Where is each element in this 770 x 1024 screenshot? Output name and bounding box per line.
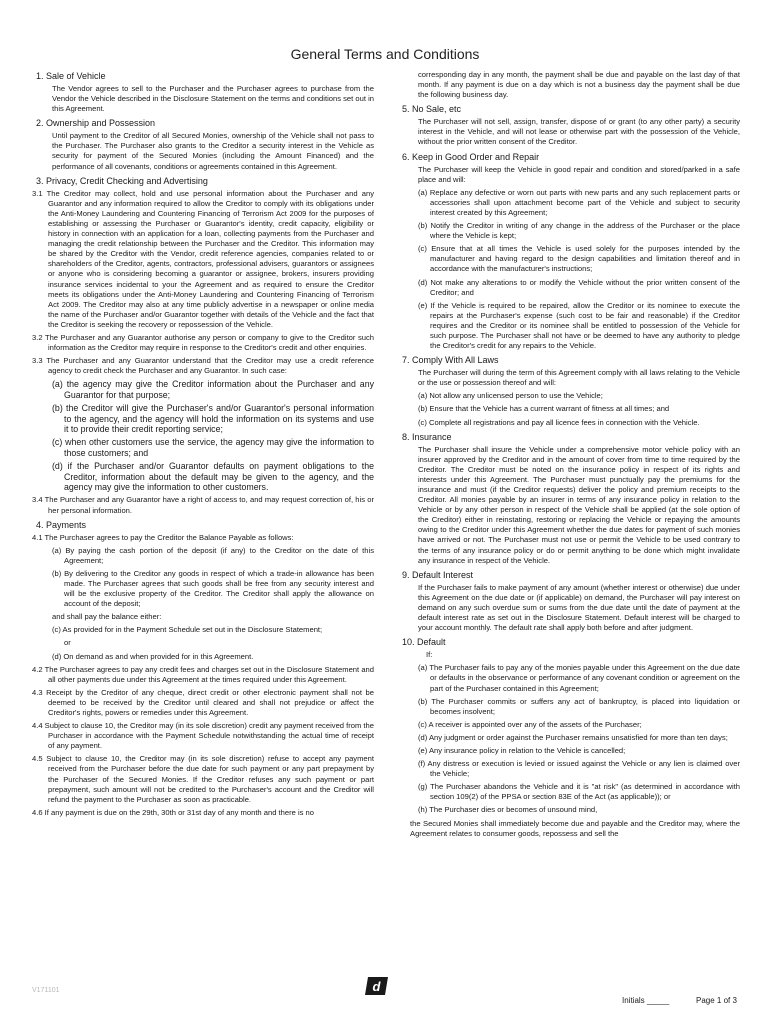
version-code: V171101 bbox=[32, 987, 60, 994]
section-heading: 6. Keep in Good Order and Repair bbox=[402, 151, 540, 162]
section-heading: 10. Default bbox=[402, 637, 446, 648]
paragraph: If the Purchaser fails to make payment of any amount (whether interest or otherwise) due under this Agreement on the due date or (if applicable) on demand, the Purchaser will pay interest on demand on any such overdue sum or sums from the due date until the date of payment at the default interest rate as set out in the Disclosure Statement. Default interest will be charged to your account monthly. The default rate shall apply both before and after judgment. bbox=[418, 582, 740, 633]
paragraph: the Secured Monies shall immediately become due and payable and the Creditor may, where the Agreement relates to consumer goods, repossess and sell the bbox=[410, 818, 740, 838]
left-column bbox=[32, 68, 374, 821]
clause-item: (c) As provided for in the Payment Schedule set out in the Disclosure Statement; bbox=[52, 625, 323, 635]
page-title: General Terms and Conditions bbox=[290, 46, 480, 62]
section-heading: 3. Privacy, Credit Checking and Advertising bbox=[36, 175, 208, 186]
clause-item: (b) Ensure that the Vehicle has a current warrant of fitness at all times; and bbox=[418, 404, 670, 414]
paragraph: The Purchaser will not sell, assign, transfer, dispose of or grant (to any other party) a security interest in the Vehicle, and will not lease or otherwise part with the possession of the Vehicle, without the prior written consent of the Creditor. bbox=[418, 117, 740, 147]
clause-item: (d) On demand as and when provided for in this Agreement. bbox=[52, 651, 254, 661]
clause-item: (c) A receiver is appointed over any of the assets of the Purchaser; bbox=[418, 719, 642, 729]
section-heading: 9. Default Interest bbox=[402, 569, 474, 580]
section-heading: 4. Payments bbox=[36, 519, 87, 530]
clause-item: (f) Any distress or execution is levied or issued against the Vehicle or any lien is claimed over the Vehicle; bbox=[418, 759, 740, 779]
section-heading: 8. Insurance bbox=[402, 431, 452, 442]
clause-item: (a) The Purchaser fails to pay any of the monies payable under this Agreement on the due date or defaults in the observance or performance of any covenant condition or agreement on the part of the Purchaser contained in this Agreement; bbox=[418, 663, 740, 693]
clause-text: and shall pay the balance either: bbox=[52, 612, 162, 622]
clause: 4.1 The Purchaser agrees to pay the Creditor the Balance Payable as follows: bbox=[32, 532, 294, 542]
clause-item: (d) Any judgment or order against the Purchaser remains unsatisfied for more than ten days; bbox=[418, 732, 728, 742]
initials-field: Initials _____ bbox=[622, 996, 670, 1005]
clause: 4.6 If any payment is due on the 29th, 30th or 31st day of any month and there is no bbox=[32, 807, 314, 817]
paragraph: The Purchaser will during the term of this Agreement comply with all laws relating to the Vehicle or the use or possession thereof and will: bbox=[418, 368, 740, 388]
right-column bbox=[398, 70, 740, 842]
clause: 3.1 The Creditor may collect, hold and use personal information about the Purchaser and any Guarantor and any information required to allow the Creditor to comply with its obligations under the Anti-Money Laundering and Countering Financing of Terrorism Act 2009 for the purposes of establishing or assessing the Purchaser or Guarantor's identity, credit capacity, eligibility or history in connection with an application for a loan, collecting payments from the Purchaser and managing the credit relationship between the Purchaser and the Creditor. This information may be shared by the Creditor with the Vendor, credit reference agencies, companies related to or shareholders of the Creditor, agents, contractors, professional advisers, guarantors or assignees or anyone who is considering becoming a guarantor or assignee, brokers, insurers providing insurance services incidental to your the Agreement and as required to ensure the Creditor meets its obligations under the Anti-Money Laundering and Countering Financing of Terrorism Act 2009. The Creditor may also at any time publicly advertise in a newspaper or online media the name of the Purchaser and/or Guarantor together with details of the Vehicle and the fact that the Creditor is seeking the recovery or repossession of the Vehicle. bbox=[32, 188, 374, 329]
paragraph: The Purchaser will keep the Vehicle in good repair and condition and stored/parked in a safe place and will: bbox=[418, 164, 740, 184]
clause: 4.5 Subject to clause 10, the Creditor may (in its sole discretion) refuse to accept any payment received from the Purchaser before the due date for such payment or any part prepayment by the Purchaser of the Secured Monies. If the Creditor refuses any such payment or part prepayment, such amount will not be credited to the Purchaser's account and the Creditor will refund the payment to the Purchaser as soon as practicable. bbox=[32, 754, 374, 804]
clause-item: (b) The Purchaser commits or suffers any act of bankruptcy, is placed into liquidation or becomes insolvent; bbox=[418, 696, 740, 716]
clause-text: or bbox=[64, 638, 71, 648]
clause-item: (g) The Purchaser abandons the Vehicle and it is "at risk" (as determined in accordance with section 109(2) of the PPSA or section 83E of the Act (as applicable)); or bbox=[418, 782, 740, 802]
clause-item: (a) the agency may give the Creditor information about the Purchaser and any Guarantor for that purpose; bbox=[52, 379, 374, 400]
clause-item: (e) If the Vehicle is required to be repaired, allow the Creditor or its nominee to execute the repairs at the Purchaser's expense (such cost to be fair and reasonable) if the Creditor requires and the Creditor or its nominee shall be entitled to possession of the Vehicle for such purpose. The Purchaser shall not have or be deemed to have any authority to pledge the Creditor's credit for any repairs to the Vehicle. bbox=[418, 300, 740, 351]
paragraph: corresponding day in any month, the payment shall be due and payable on the last day of that month. If any payment is due on a day which is not a business day the payment shall be due the following business day. bbox=[418, 70, 740, 100]
clause: 3.3 The Purchaser and any Guarantor understand that the Creditor may use a credit reference agency to credit check the Purchaser and any Guarantor. In such case: bbox=[32, 356, 374, 376]
clause-item: (e) Any insurance policy in relation to the Vehicle is cancelled; bbox=[418, 745, 626, 755]
clause-item: (b) the Creditor will give the Purchaser's and/or Guarantor's personal information to the agency, and the agency will hold the information on its systems and use it to provide their credit reporting service; bbox=[52, 403, 374, 434]
clause-item: (a) By paying the cash portion of the deposit (if any) to the Creditor on the date of this Agreement; bbox=[52, 545, 374, 565]
clause: 3.2 The Purchaser and any Guarantor authorise any person or company to give to the Creditor such information as the Creditor may require in response to the Creditor's credit and other enquiries. bbox=[32, 332, 374, 353]
section-heading: 7. Comply With All Laws bbox=[402, 355, 499, 366]
section-heading: 1. Sale of Vehicle bbox=[36, 71, 106, 81]
clause-item: (c) Ensure that at all times the Vehicle is used solely for the purposes intended by the manufacturer and having regard to the design capabilities and limitation thereof and in accordance with the manufacturer's instructions; bbox=[418, 244, 740, 274]
section-heading: 2. Ownership and Possession bbox=[36, 118, 156, 129]
clause-item: (c) when other customers use the service, the agency may give the information to those customers; and bbox=[52, 437, 374, 458]
clause-text: If: bbox=[426, 650, 433, 660]
paragraph: The Purchaser shall insure the Vehicle under a comprehensive motor vehicle policy with an insurer approved by the Creditor and in the amount of cover from time to time required by the Creditor. The Creditor must be noted on the insurance policy in respect of its rights and interests under this Agreement. The Purchaser must punctually pay the premiums for the insurance and must (if the Creditor requests) deliver the policy and premium receipts to the Creditor. All monies payable by an insurer in terms of any insurance policy in relation to the Vehicle or by any other person in respect of the Vehicle shall be applied (at the sole option of the Creditor) either in reinstating, restoring or replacing the Vehicle or repaying the amounts owing to the Creditor under this Agreement whether the due dates for payment of such monies have arrived or not. The Purchaser must not use or permit the Vehicle to be used contrary to the terms of any insurance policy or do or permit anything to be done which might invalidate any insurance in respect of the Vehicle. bbox=[418, 444, 740, 565]
clause: 4.4 Subject to clause 10, the Creditor may (in its sole discretion) credit any payment received from the Purchaser in accordance with the Payment Schedule notwithstanding the actual time of receipt of any payment. bbox=[32, 721, 374, 751]
clause-item: (b) Notify the Creditor in writing of any change in the address of the Purchaser or the place where the Vehicle is kept; bbox=[418, 221, 740, 241]
clause-item: (a) Not allow any unlicensed person to use the Vehicle; bbox=[418, 391, 603, 401]
section-heading: 5. No Sale, etc bbox=[402, 104, 462, 115]
clause-item: (c) Complete all registrations and pay all licence fees in connection with the Vehicle. bbox=[418, 417, 700, 427]
clause-item: (d) if the Purchaser and/or Guarantor defaults on payment obligations to the Creditor, information about the default may be given to the agency, and the agency may give the information to other customers. bbox=[52, 461, 374, 492]
clause: 4.3 Receipt by the Creditor of any cheque, direct credit or other electronic payment shall not be deemed to be received by the Creditor until cleared and shall not prejudice or affect the Creditor's rights, powers or remedies under this Agreement. bbox=[32, 687, 374, 717]
clause-item: (d) Not make any alterations to or modify the Vehicle without the prior written consent of the Creditor; and bbox=[418, 277, 740, 297]
clause-item: (a) Replace any defective or worn out parts with new parts and any such replacement parts or accessories shall upon attachment become part of the Vehicle and subject to security interest created by this Agreement; bbox=[418, 187, 740, 217]
paragraph: Until payment to the Creditor of all Secured Monies, ownership of the Vehicle shall not pass to the Purchaser. The Purchaser also grants to the Creditor a security interest in the Vehicle as security for payment of the Secured Monies (including the Amount Financed) and the performance of all covenants, conditions or agreements contained in this Agreement. bbox=[52, 131, 374, 171]
clause: 4.2 The Purchaser agrees to pay any credit fees and charges set out in the Disclosure Statement and all other payments due under this Agreement at the times required under this Agreement. bbox=[32, 664, 374, 684]
svg-text:d: d bbox=[372, 979, 381, 994]
clause-item: (h) The Purchaser dies or becomes of unsound mind, bbox=[418, 805, 598, 815]
company-logo-icon bbox=[364, 975, 390, 997]
page-number: Page 1 of 3 bbox=[696, 996, 737, 1005]
clause-item: (b) By delivering to the Creditor any goods in respect of which a trade-in allowance has been made. The Purchaser agrees that such goods shall be free from any security interest and will be the exclusive property of the Creditor. The Creditor shall apply the allowance on account of the deposit; bbox=[52, 568, 374, 609]
paragraph: The Vendor agrees to sell to the Purchaser and the Purchaser agrees to purchase from the Vendor the Vehicle described in the Disclosure Statement on the terms and conditions set out in this Agreement. bbox=[52, 84, 374, 114]
clause: 3.4 The Purchaser and any Guarantor have a right of access to, and may request correction of, his or her personal information. bbox=[32, 495, 374, 515]
